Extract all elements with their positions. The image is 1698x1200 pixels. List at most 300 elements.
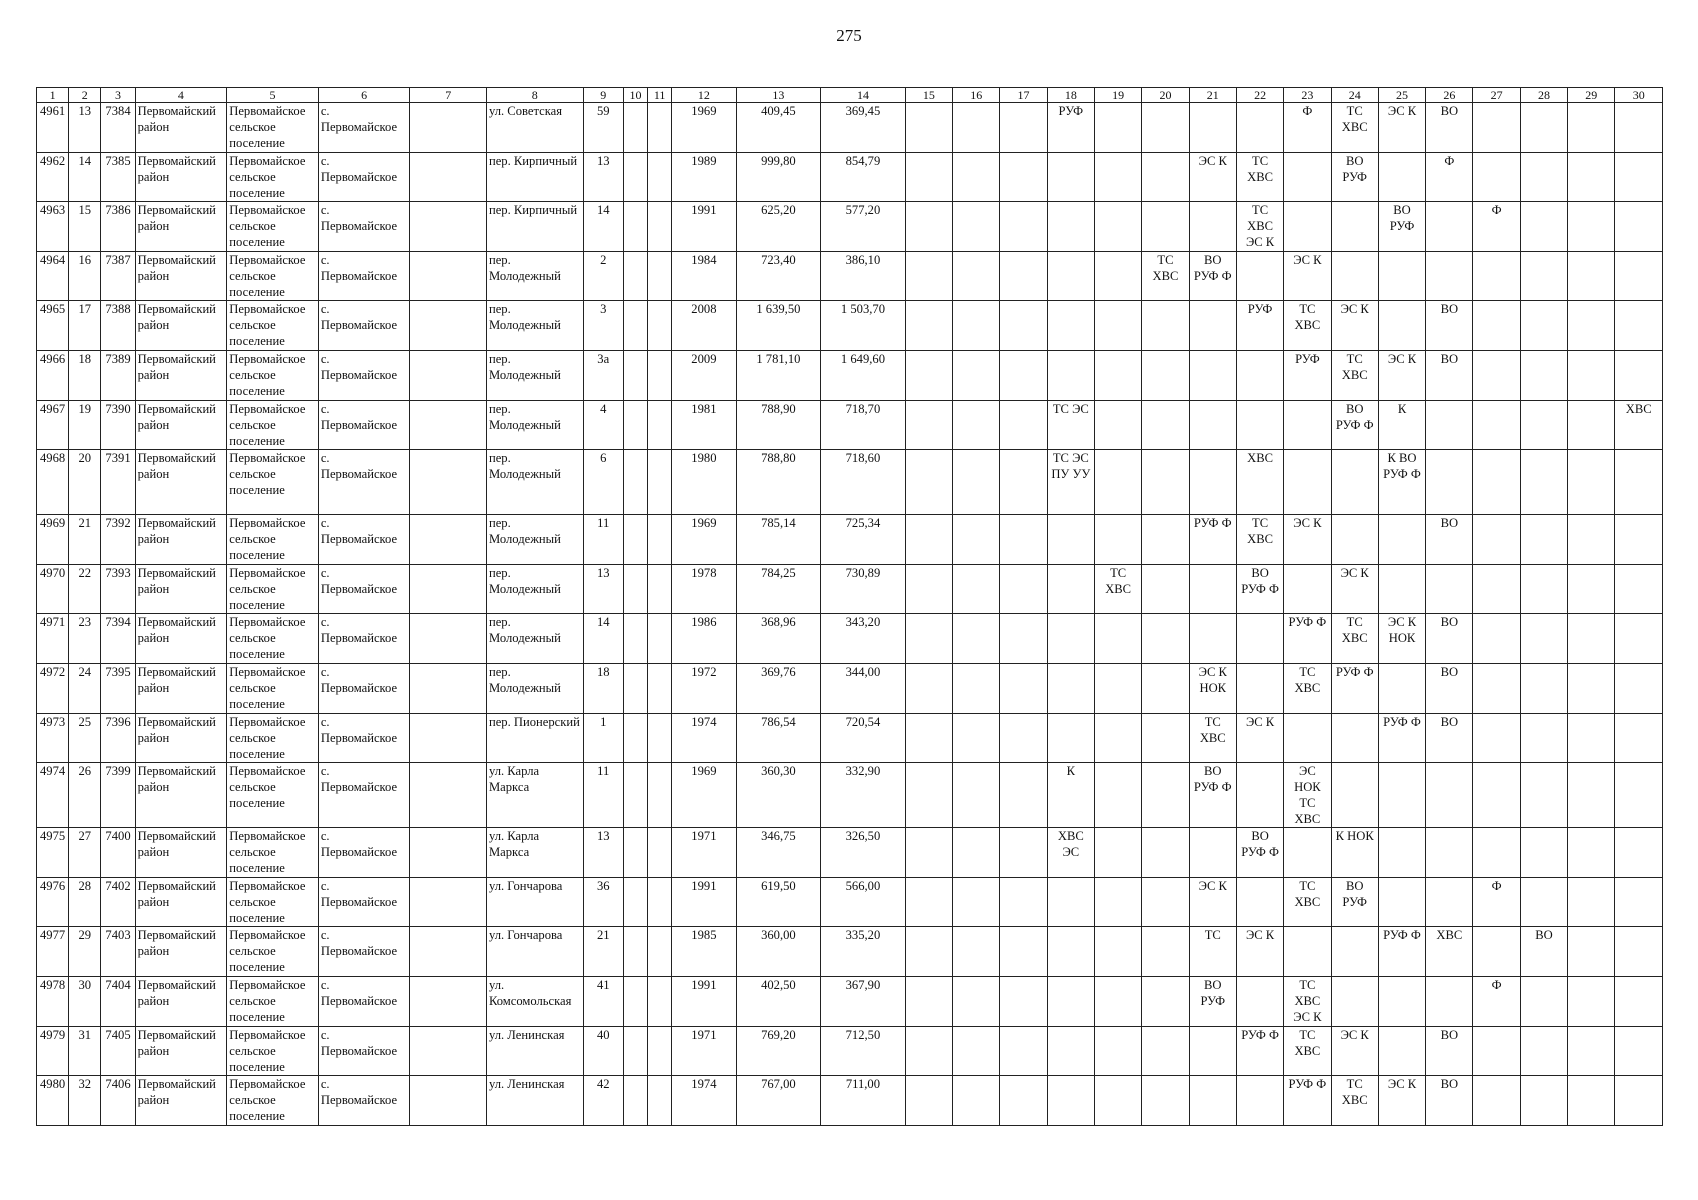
- cell-col-24: [1331, 713, 1378, 763]
- cell-col-19: [1094, 614, 1141, 664]
- cell-record-id: 4975: [37, 828, 69, 878]
- cell-col-29: [1568, 976, 1615, 1026]
- cell-column-7: [410, 400, 487, 450]
- cell-col-23: ТС ХВС ЭС К: [1284, 976, 1331, 1026]
- cell-col-21: ЭС К: [1189, 877, 1236, 927]
- cell-object-code: 7404: [101, 976, 135, 1026]
- cell-col-27: [1473, 763, 1520, 828]
- cell-settlement: Первомайское сельское поселение: [227, 564, 319, 614]
- cell-record-id: 4976: [37, 877, 69, 927]
- cell-row-number: 20: [69, 450, 101, 515]
- cell-year-built: 1969: [672, 763, 736, 828]
- cell-district: Первомайский район: [135, 763, 227, 828]
- cell-row-number: 14: [69, 152, 101, 202]
- cell-living-area: 711,00: [821, 1076, 906, 1126]
- cell-col-16: [953, 877, 1000, 927]
- cell-living-area: 566,00: [821, 877, 906, 927]
- cell-col-21: [1189, 614, 1236, 664]
- cell-total-area: 1 639,50: [736, 301, 821, 351]
- cell-col-21: [1189, 450, 1236, 515]
- cell-house-number: 11: [583, 515, 623, 565]
- cell-col-23: [1284, 152, 1331, 202]
- cell-locality: с. Первомайское: [318, 1026, 410, 1076]
- cell-living-area: 712,50: [821, 1026, 906, 1076]
- cell-house-number: 1: [583, 713, 623, 763]
- cell-col-20: [1142, 103, 1189, 153]
- cell-column-10: [623, 713, 647, 763]
- table-row: [37, 152, 1663, 202]
- cell-col-29: [1568, 763, 1615, 828]
- cell-col-19: [1094, 350, 1141, 400]
- cell-col-21: ВО РУФ Ф: [1189, 763, 1236, 828]
- cell-settlement: Первомайское сельское поселение: [227, 400, 319, 450]
- table-row: [37, 564, 1663, 614]
- cell-col-16: [953, 927, 1000, 977]
- cell-col-22: ТС ХВС ЭС К: [1236, 202, 1283, 252]
- cell-year-built: 1991: [672, 877, 736, 927]
- cell-col-16: [953, 976, 1000, 1026]
- table-row: [37, 713, 1663, 763]
- cell-col-22: [1236, 877, 1283, 927]
- cell-col-16: [953, 103, 1000, 153]
- cell-locality: с. Первомайское: [318, 301, 410, 351]
- cell-col-16: [953, 400, 1000, 450]
- cell-total-area: 788,90: [736, 400, 821, 450]
- cell-col-22: [1236, 1076, 1283, 1126]
- cell-col-26: [1426, 400, 1473, 450]
- cell-col-25: [1378, 663, 1425, 713]
- cell-row-number: 15: [69, 202, 101, 252]
- cell-col-30: [1615, 828, 1663, 878]
- cell-settlement: Первомайское сельское поселение: [227, 450, 319, 515]
- cell-object-code: 7394: [101, 614, 135, 664]
- cell-total-area: 999,80: [736, 152, 821, 202]
- cell-col-20: [1142, 927, 1189, 977]
- cell-col-16: [953, 763, 1000, 828]
- cell-total-area: 360,00: [736, 927, 821, 977]
- cell-col-30: [1615, 1076, 1663, 1126]
- cell-total-area: 619,50: [736, 877, 821, 927]
- cell-house-number: 13: [583, 152, 623, 202]
- cell-col-30: [1615, 152, 1663, 202]
- cell-col-24: ЭС К: [1331, 301, 1378, 351]
- cell-col-30: [1615, 976, 1663, 1026]
- cell-col-30: [1615, 515, 1663, 565]
- cell-col-27: Ф: [1473, 202, 1520, 252]
- cell-col-30: [1615, 450, 1663, 515]
- cell-col-18: [1047, 877, 1094, 927]
- cell-record-id: 4970: [37, 564, 69, 614]
- cell-row-number: 25: [69, 713, 101, 763]
- cell-col-19: [1094, 251, 1141, 301]
- cell-col-23: ЭС К: [1284, 251, 1331, 301]
- cell-col-15: [905, 1026, 952, 1076]
- cell-col-27: [1473, 1026, 1520, 1076]
- cell-col-19: [1094, 515, 1141, 565]
- cell-col-16: [953, 350, 1000, 400]
- cell-house-number: 42: [583, 1076, 623, 1126]
- cell-column-11: [648, 713, 672, 763]
- cell-col-27: [1473, 251, 1520, 301]
- cell-col-21: РУФ Ф: [1189, 515, 1236, 565]
- cell-col-22: [1236, 103, 1283, 153]
- column-number-15: 15: [905, 88, 952, 103]
- cell-house-number: 18: [583, 663, 623, 713]
- cell-year-built: 1991: [672, 976, 736, 1026]
- cell-total-area: 369,76: [736, 663, 821, 713]
- cell-col-22: ЭС К: [1236, 713, 1283, 763]
- cell-col-25: ЭС К: [1378, 1076, 1425, 1126]
- cell-object-code: 7389: [101, 350, 135, 400]
- cell-total-area: 346,75: [736, 828, 821, 878]
- cell-col-24: ТС ХВС: [1331, 350, 1378, 400]
- cell-col-15: [905, 663, 952, 713]
- cell-col-27: [1473, 103, 1520, 153]
- cell-column-7: [410, 301, 487, 351]
- cell-total-area: 769,20: [736, 1026, 821, 1076]
- cell-settlement: Первомайское сельское поселение: [227, 152, 319, 202]
- cell-col-29: [1568, 713, 1615, 763]
- cell-locality: с. Первомайское: [318, 450, 410, 515]
- cell-col-21: ВО РУФ: [1189, 976, 1236, 1026]
- cell-street: пер. Молодежный: [486, 350, 583, 400]
- column-number-23: 23: [1284, 88, 1331, 103]
- cell-district: Первомайский район: [135, 1076, 227, 1126]
- cell-settlement: Первомайское сельское поселение: [227, 763, 319, 828]
- cell-col-23: РУФ Ф: [1284, 614, 1331, 664]
- cell-col-17: [1000, 1076, 1047, 1126]
- cell-column-11: [648, 202, 672, 252]
- cell-row-number: 21: [69, 515, 101, 565]
- cell-object-code: 7395: [101, 663, 135, 713]
- cell-col-30: [1615, 614, 1663, 664]
- cell-column-10: [623, 103, 647, 153]
- cell-record-id: 4971: [37, 614, 69, 664]
- cell-locality: с. Первомайское: [318, 1076, 410, 1126]
- cell-col-30: [1615, 350, 1663, 400]
- cell-col-29: [1568, 828, 1615, 878]
- cell-col-18: [1047, 614, 1094, 664]
- cell-row-number: 26: [69, 763, 101, 828]
- cell-street: пер. Кирпичный: [486, 202, 583, 252]
- cell-col-20: [1142, 763, 1189, 828]
- cell-col-21: ЭС К: [1189, 152, 1236, 202]
- cell-col-21: [1189, 301, 1236, 351]
- cell-col-21: [1189, 400, 1236, 450]
- cell-col-15: [905, 1076, 952, 1126]
- cell-col-28: ВО: [1520, 927, 1567, 977]
- cell-col-20: [1142, 515, 1189, 565]
- cell-col-22: ЭС К: [1236, 927, 1283, 977]
- column-number-1: 1: [37, 88, 69, 103]
- cell-living-area: 1 503,70: [821, 301, 906, 351]
- cell-total-area: 360,30: [736, 763, 821, 828]
- cell-column-7: [410, 152, 487, 202]
- cell-house-number: 14: [583, 614, 623, 664]
- cell-object-code: 7390: [101, 400, 135, 450]
- cell-street: пер. Молодежный: [486, 564, 583, 614]
- cell-col-26: ВО: [1426, 614, 1473, 664]
- cell-settlement: Первомайское сельское поселение: [227, 713, 319, 763]
- cell-col-23: [1284, 927, 1331, 977]
- cell-col-28: [1520, 713, 1567, 763]
- cell-col-18: РУФ: [1047, 103, 1094, 153]
- column-number-7: 7: [410, 88, 487, 103]
- column-number-11: 11: [648, 88, 672, 103]
- cell-col-24: ВО РУФ: [1331, 152, 1378, 202]
- cell-col-17: [1000, 713, 1047, 763]
- cell-col-28: [1520, 202, 1567, 252]
- cell-year-built: 1980: [672, 450, 736, 515]
- cell-year-built: 1971: [672, 1026, 736, 1076]
- cell-living-area: 730,89: [821, 564, 906, 614]
- cell-house-number: 3а: [583, 350, 623, 400]
- cell-column-10: [623, 828, 647, 878]
- cell-col-23: [1284, 828, 1331, 878]
- column-number-13: 13: [736, 88, 821, 103]
- column-number-14: 14: [821, 88, 906, 103]
- cell-col-19: [1094, 103, 1141, 153]
- cell-col-26: [1426, 763, 1473, 828]
- cell-street: пер. Пионерский: [486, 713, 583, 763]
- cell-living-area: 577,20: [821, 202, 906, 252]
- cell-object-code: 7393: [101, 564, 135, 614]
- cell-record-id: 4966: [37, 350, 69, 400]
- cell-col-27: [1473, 1076, 1520, 1126]
- cell-col-20: [1142, 350, 1189, 400]
- cell-col-18: [1047, 976, 1094, 1026]
- cell-col-25: [1378, 763, 1425, 828]
- cell-col-26: ВО: [1426, 103, 1473, 153]
- cell-locality: с. Первомайское: [318, 564, 410, 614]
- cell-living-area: 369,45: [821, 103, 906, 153]
- column-number-10: 10: [623, 88, 647, 103]
- cell-year-built: 1989: [672, 152, 736, 202]
- table-row: [37, 976, 1663, 1026]
- cell-settlement: Первомайское сельское поселение: [227, 301, 319, 351]
- cell-col-22: ТС ХВС: [1236, 152, 1283, 202]
- cell-col-28: [1520, 152, 1567, 202]
- cell-col-19: [1094, 976, 1141, 1026]
- cell-living-area: 1 649,60: [821, 350, 906, 400]
- cell-col-25: [1378, 251, 1425, 301]
- cell-district: Первомайский район: [135, 152, 227, 202]
- cell-col-28: [1520, 400, 1567, 450]
- cell-column-7: [410, 1076, 487, 1126]
- cell-col-25: ЭС К: [1378, 350, 1425, 400]
- cell-year-built: 1969: [672, 515, 736, 565]
- cell-col-30: [1615, 877, 1663, 927]
- cell-column-10: [623, 301, 647, 351]
- cell-column-7: [410, 877, 487, 927]
- cell-row-number: 19: [69, 400, 101, 450]
- column-number-9: 9: [583, 88, 623, 103]
- cell-col-23: ЭС НОК ТС ХВС: [1284, 763, 1331, 828]
- cell-col-18: [1047, 564, 1094, 614]
- cell-col-19: [1094, 1026, 1141, 1076]
- cell-row-number: 22: [69, 564, 101, 614]
- table-row: [37, 103, 1663, 153]
- cell-col-22: [1236, 400, 1283, 450]
- cell-locality: с. Первомайское: [318, 663, 410, 713]
- cell-total-area: 402,50: [736, 976, 821, 1026]
- cell-col-29: [1568, 103, 1615, 153]
- cell-col-26: [1426, 251, 1473, 301]
- cell-col-27: [1473, 152, 1520, 202]
- cell-record-id: 4977: [37, 927, 69, 977]
- cell-col-27: [1473, 713, 1520, 763]
- cell-record-id: 4961: [37, 103, 69, 153]
- cell-col-30: [1615, 713, 1663, 763]
- cell-settlement: Первомайское сельское поселение: [227, 828, 319, 878]
- cell-house-number: 13: [583, 564, 623, 614]
- cell-col-22: [1236, 350, 1283, 400]
- cell-col-28: [1520, 877, 1567, 927]
- cell-district: Первомайский район: [135, 251, 227, 301]
- column-number-8: 8: [486, 88, 583, 103]
- cell-total-area: 788,80: [736, 450, 821, 515]
- cell-col-21: [1189, 103, 1236, 153]
- cell-district: Первомайский район: [135, 450, 227, 515]
- cell-col-20: [1142, 877, 1189, 927]
- cell-col-27: [1473, 564, 1520, 614]
- cell-col-24: ТС ХВС: [1331, 103, 1378, 153]
- cell-column-11: [648, 152, 672, 202]
- cell-street: ул. Ленинская: [486, 1026, 583, 1076]
- cell-col-29: [1568, 450, 1615, 515]
- cell-col-26: [1426, 828, 1473, 878]
- cell-living-area: 718,70: [821, 400, 906, 450]
- cell-house-number: 11: [583, 763, 623, 828]
- cell-col-15: [905, 152, 952, 202]
- cell-record-id: 4973: [37, 713, 69, 763]
- cell-locality: с. Первомайское: [318, 103, 410, 153]
- cell-col-29: [1568, 614, 1615, 664]
- cell-col-29: [1568, 927, 1615, 977]
- cell-col-24: К НОК: [1331, 828, 1378, 878]
- cell-col-18: ХВС ЭС: [1047, 828, 1094, 878]
- cell-col-16: [953, 1026, 1000, 1076]
- cell-locality: с. Первомайское: [318, 927, 410, 977]
- cell-col-16: [953, 515, 1000, 565]
- cell-col-16: [953, 301, 1000, 351]
- cell-col-15: [905, 614, 952, 664]
- cell-living-area: 720,54: [821, 713, 906, 763]
- table-row: [37, 763, 1663, 828]
- cell-column-11: [648, 976, 672, 1026]
- cell-street: пер. Молодежный: [486, 663, 583, 713]
- cell-column-11: [648, 450, 672, 515]
- cell-col-20: [1142, 202, 1189, 252]
- cell-col-27: Ф: [1473, 877, 1520, 927]
- cell-locality: с. Первомайское: [318, 713, 410, 763]
- cell-col-29: [1568, 301, 1615, 351]
- table-row: [37, 350, 1663, 400]
- cell-col-24: [1331, 976, 1378, 1026]
- cell-object-code: 7399: [101, 763, 135, 828]
- cell-col-27: [1473, 663, 1520, 713]
- table-row: [37, 877, 1663, 927]
- cell-col-22: РУФ: [1236, 301, 1283, 351]
- cell-settlement: Первомайское сельское поселение: [227, 1026, 319, 1076]
- cell-col-23: ТС ХВС: [1284, 877, 1331, 927]
- cell-col-16: [953, 663, 1000, 713]
- column-number-3: 3: [101, 88, 135, 103]
- cell-row-number: 27: [69, 828, 101, 878]
- cell-col-30: [1615, 927, 1663, 977]
- column-number-16: 16: [953, 88, 1000, 103]
- cell-street: пер. Молодежный: [486, 614, 583, 664]
- cell-house-number: 59: [583, 103, 623, 153]
- cell-col-16: [953, 828, 1000, 878]
- cell-record-id: 4978: [37, 976, 69, 1026]
- cell-settlement: Первомайское сельское поселение: [227, 877, 319, 927]
- cell-col-21: ТС ХВС: [1189, 713, 1236, 763]
- cell-total-area: 625,20: [736, 202, 821, 252]
- cell-col-19: [1094, 1076, 1141, 1126]
- cell-col-25: [1378, 976, 1425, 1026]
- cell-col-15: [905, 400, 952, 450]
- cell-col-20: [1142, 400, 1189, 450]
- cell-column-7: [410, 713, 487, 763]
- cell-col-24: ВО РУФ Ф: [1331, 400, 1378, 450]
- cell-column-11: [648, 614, 672, 664]
- cell-col-16: [953, 450, 1000, 515]
- cell-column-7: [410, 350, 487, 400]
- cell-object-code: 7405: [101, 1026, 135, 1076]
- cell-total-area: 409,45: [736, 103, 821, 153]
- cell-col-17: [1000, 1026, 1047, 1076]
- cell-living-area: 332,90: [821, 763, 906, 828]
- cell-year-built: 1974: [672, 713, 736, 763]
- cell-house-number: 2: [583, 251, 623, 301]
- cell-col-20: [1142, 301, 1189, 351]
- cell-record-id: 4963: [37, 202, 69, 252]
- cell-col-17: [1000, 103, 1047, 153]
- column-number-12: 12: [672, 88, 736, 103]
- cell-col-29: [1568, 400, 1615, 450]
- cell-object-code: 7391: [101, 450, 135, 515]
- column-number-25: 25: [1378, 88, 1425, 103]
- cell-col-23: [1284, 713, 1331, 763]
- cell-col-17: [1000, 828, 1047, 878]
- cell-street: ул. Гончарова: [486, 877, 583, 927]
- cell-col-29: [1568, 515, 1615, 565]
- cell-settlement: Первомайское сельское поселение: [227, 515, 319, 565]
- column-number-22: 22: [1236, 88, 1283, 103]
- cell-year-built: 1991: [672, 202, 736, 252]
- cell-district: Первомайский район: [135, 828, 227, 878]
- table-row: [37, 400, 1663, 450]
- cell-col-18: [1047, 663, 1094, 713]
- cell-total-area: 368,96: [736, 614, 821, 664]
- cell-col-29: [1568, 251, 1615, 301]
- cell-settlement: Первомайское сельское поселение: [227, 976, 319, 1026]
- cell-year-built: 1985: [672, 927, 736, 977]
- cell-col-17: [1000, 350, 1047, 400]
- cell-settlement: Первомайское сельское поселение: [227, 103, 319, 153]
- cell-col-16: [953, 614, 1000, 664]
- cell-record-id: 4964: [37, 251, 69, 301]
- cell-locality: с. Первомайское: [318, 152, 410, 202]
- cell-column-7: [410, 515, 487, 565]
- cell-total-area: 767,00: [736, 1076, 821, 1126]
- cell-column-10: [623, 564, 647, 614]
- cell-col-18: [1047, 152, 1094, 202]
- cell-row-number: 28: [69, 877, 101, 927]
- cell-column-10: [623, 663, 647, 713]
- table-row: [37, 450, 1663, 515]
